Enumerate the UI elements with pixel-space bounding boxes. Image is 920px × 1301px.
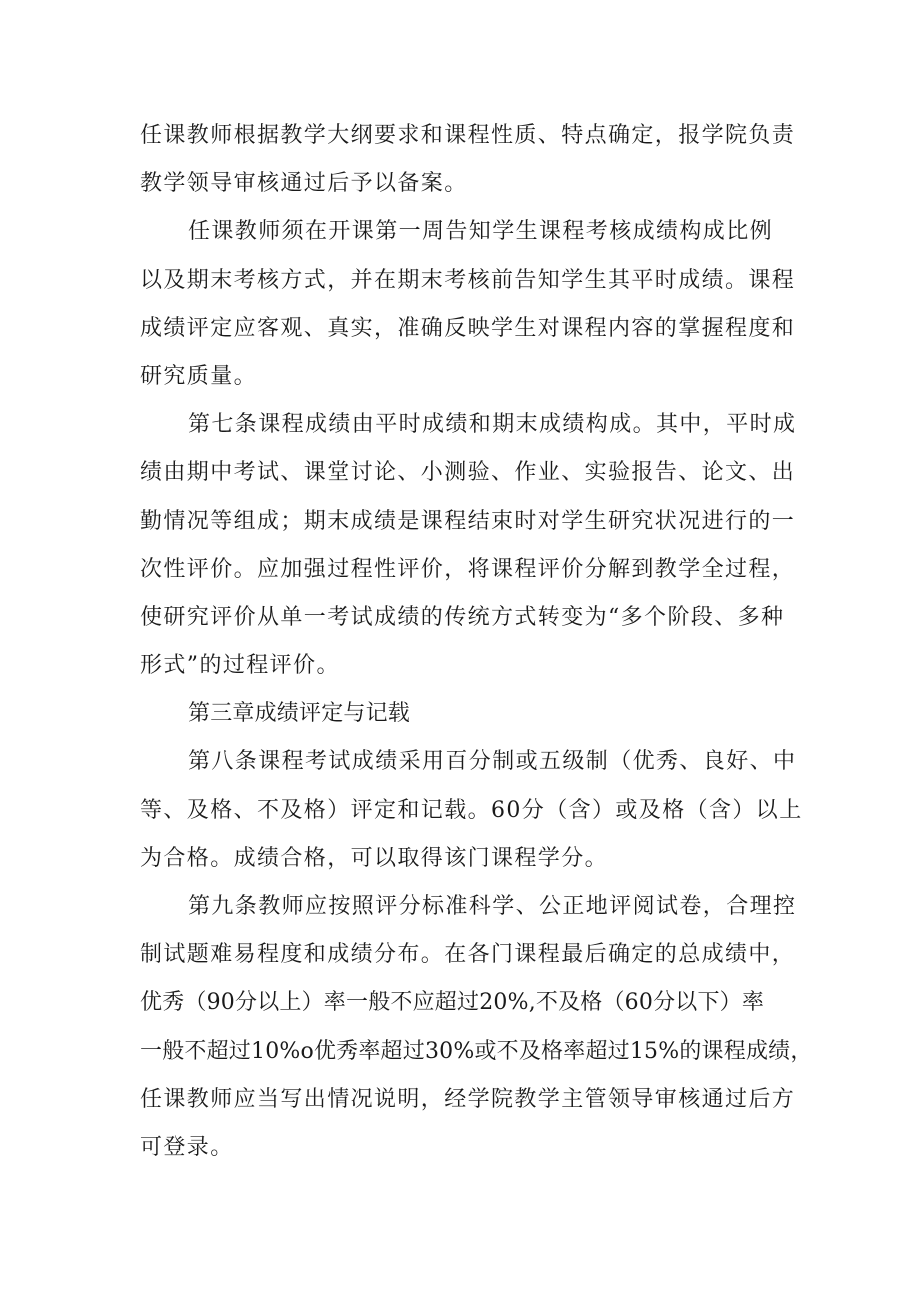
text-line: 可登录。 bbox=[140, 1134, 234, 1160]
text-line: 任课教师根据教学大纲要求和课程性质、特点确定，报学院负责 bbox=[140, 123, 796, 148]
text-line: 成绩评定应客观、真实，准确反映学生对课程内容的掌握程度和 bbox=[140, 315, 796, 341]
text-line: 第七条课程成绩由平时成绩和期末成绩构成。其中，平时成 bbox=[188, 412, 797, 438]
text-line: 教学领导审核通过后予以备案。 bbox=[140, 171, 468, 197]
paragraph-grade-notification bbox=[140, 208, 796, 401]
text-line: 使研究评价从单一考试成绩的传统方式转变为“多个阶段、多种 bbox=[140, 604, 785, 630]
chapter-title: 第三章成绩评定与记载 bbox=[188, 701, 411, 727]
document-body bbox=[140, 112, 813, 1172]
text-line: 为合格。成绩合格，可以取得该门课程学分。 bbox=[140, 845, 609, 871]
paragraph-article-7 bbox=[140, 401, 797, 690]
paragraph-course-assessment-basis bbox=[140, 112, 796, 208]
text-line: 次性评价。应加强过程性评价，将课程评价分解到教学全过程， bbox=[140, 556, 796, 582]
text-line: 绩由期中考试、课堂讨论、小测验、作业、实验报告、论文、出 bbox=[140, 460, 796, 486]
paragraph-article-9 bbox=[140, 883, 813, 1172]
text-line: 一般不超过10%o优秀率超过30%或不及格率超过15%的课程成绩， bbox=[140, 1038, 813, 1064]
text-line: 第八条课程考试成绩采用百分制或五级制（优秀、良好、中 bbox=[188, 749, 797, 775]
chapter-3-heading bbox=[140, 690, 785, 738]
text-line: 形式”的过程评价。 bbox=[140, 653, 340, 679]
text-line: 第九条教师应按照评分标准科学、公正地评阅试卷，合理控 bbox=[188, 894, 797, 919]
text-line: 优秀（90分以上）率一般不应超过20%,不及格（60分以下）率 bbox=[140, 990, 765, 1016]
text-line: 任课教师应当写出情况说明，经学院教学主管领导审核通过后方 bbox=[140, 1086, 796, 1112]
paragraph-article-8 bbox=[140, 738, 803, 883]
text-line: 勤情况等组成；期末成绩是课程结束时对学生研究状况进行的一 bbox=[140, 508, 796, 534]
text-line: 制试题难易程度和成绩分布。在各门课程最后确定的总成绩中， bbox=[140, 942, 796, 968]
text-line: 任课教师须在开课第一周告知学生课程考核成绩构成比例 bbox=[188, 219, 774, 245]
text-line: 等、及格、不及格）评定和记载。60分（含）或及格（含）以上 bbox=[140, 797, 803, 823]
text-line: 以及期末考核方式，并在期末考核前告知学生其平时成绩。课程 bbox=[140, 267, 796, 293]
text-line: 研究质量。 bbox=[140, 363, 258, 389]
